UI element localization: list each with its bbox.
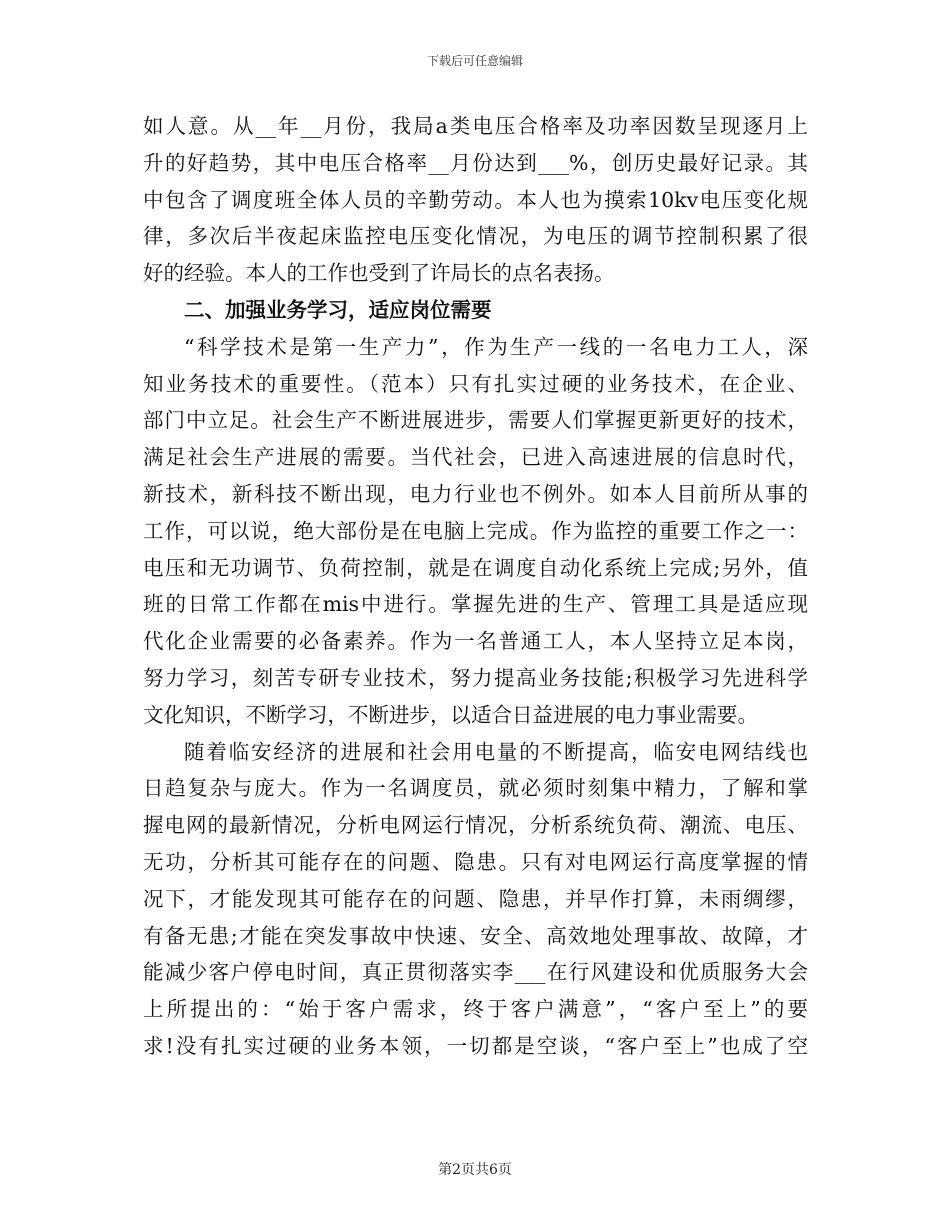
text-line: 新技术，新科技不断出现，电力行业也不例外。如本人目前所从事的 — [143, 481, 808, 506]
text-line: “科学技术是第一生产力”，作为生产一线的一名电力工人，深 — [184, 334, 808, 359]
text-line: 能减少客户停电时间，真正贯彻落实李___在行风建设和优质服务大会 — [143, 960, 808, 985]
text-line: 有备无患;才能在突发事故中快速、安全、高效地处理事故、故障，才 — [143, 923, 808, 948]
text-line: 无功，分析其可能存在的问题、隐患。只有对电网运行高度掌握的情 — [143, 849, 808, 874]
text-line: 求!没有扎实过硬的业务本领，一切都是空谈，“客户至上”也成了空 — [143, 1033, 808, 1058]
text-line: 文化知识，不断学习，不断进步，以适合日益进展的电力事业需要。 — [143, 702, 758, 727]
document-body — [143, 108, 808, 1065]
text-line: 日趋复杂与庞大。作为一名调度员，就必须时刻集中精力，了解和掌 — [143, 776, 808, 801]
section-heading: 二、加强业务学习，适应岗位需要 — [184, 297, 492, 322]
text-line: 好的经验。本人的工作也受到了许局长的点名表扬。 — [143, 261, 615, 286]
text-line: 握电网的最新情况，分析电网运行情况，分析系统负荷、潮流、电压、 — [143, 813, 808, 838]
text-line: 工作，可以说，绝大部份是在电脑上完成。作为监控的重要工作之一： — [143, 518, 808, 543]
page-header: 下载后可任意编辑 — [426, 54, 523, 68]
text-line: 满足社会生产进展的需要。当代社会，已进入高速进展的信息时代， — [143, 445, 808, 470]
text-line: 随着临安经济的进展和社会用电量的不断提高，临安电网结线也 — [184, 739, 808, 764]
text-line: 知业务技术的重要性。（范本）只有扎实过硬的业务技术，在企业、 — [143, 371, 808, 396]
text-line: 班的日常工作都在mis中进行。掌握先进的生产、管理工具是适应现 — [143, 592, 808, 617]
text-line: 如人意。从__年__月份，我局a类电压合格率及功率因数呈现逐月上 — [143, 114, 808, 138]
text-line: 况下，才能发现其可能存在的问题、隐患，并早作打算，未雨绸缪， — [143, 886, 808, 911]
text-line: 电压和无功调节、负荷控制，就是在调度自动化系统上完成;另外，值 — [143, 555, 808, 580]
text-line: 部门中立足。社会生产不断进展进步，需要人们掌握更新更好的技术， — [143, 408, 808, 433]
text-line: 升的好趋势，其中电压合格率__月份达到___%，创历史最好记录。其 — [143, 150, 808, 175]
text-line: 上所提出的：“始于客户需求，终于客户满意”，“客户至上”的要 — [143, 997, 808, 1022]
text-line: 中包含了调度班全体人员的辛勤劳动。本人也为摸索10kv电压变化规 — [143, 187, 808, 212]
text-line: 代化企业需要的必备素养。作为一名普通工人，本人坚持立足本岗， — [143, 629, 808, 654]
page-footer: 第2页共6页 — [438, 1162, 512, 1178]
text-line: 律，多次后半夜起床监控电压变化情况，为电压的调节控制积累了很 — [143, 224, 808, 249]
text-line: 努力学习，刻苦专研专业技术，努力提高业务技能;积极学习先进科学 — [143, 665, 808, 690]
